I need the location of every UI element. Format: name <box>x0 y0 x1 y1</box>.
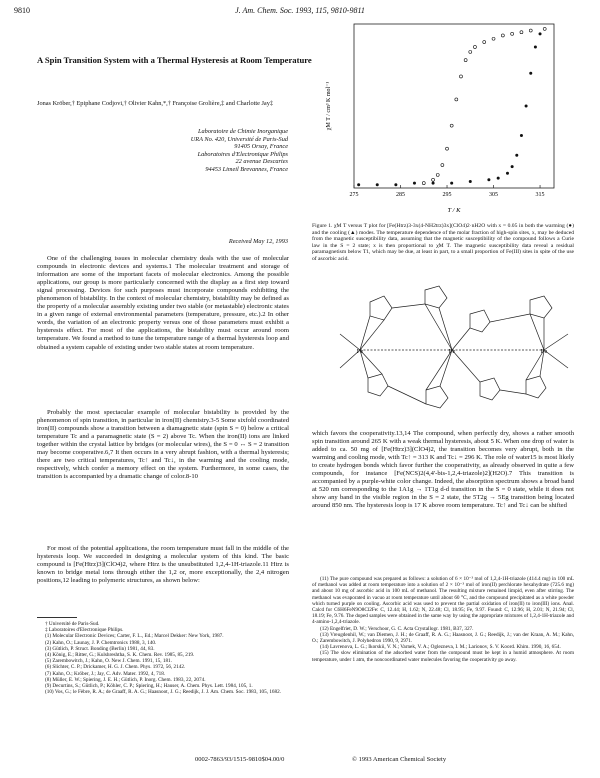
affiliations: Laboratoire de Chimie Inorganique URA No. 420, Université de Paris-Sud 91405 Orsay, France Laboratoires d'Electronique Philips 22 avenue Descartes 94453 Limeil Brevannes, France <box>190 128 288 173</box>
fe-atom-3: Fe <box>540 348 548 355</box>
chart-xlabel: T / K <box>447 207 461 214</box>
article-title: A Spin Transition System with a Thermal Hysteresis at Room Temperature <box>37 55 312 65</box>
footnote-item: † Université de Paris-Sud. <box>45 621 100 627</box>
triazole-ring-8 <box>526 376 546 398</box>
footnote-item: (4) König, E.; Ritter, G.; Kulshreshtha, S. K. Chem. Rev. 1985, 85, 219. <box>45 652 195 659</box>
fe-atom-1: Fe <box>356 348 364 355</box>
point-cooling <box>436 173 439 176</box>
copyright: © 1993 American Chemical Society <box>352 756 447 763</box>
point-warming <box>506 172 509 175</box>
footnote-item: (9) Decurtins, S.; Gütlich, P.; Köhler, C. P.; Spiering, H.; Hauser, A. Chem. Phys. Lett. 1984, 105, 1. <box>45 683 253 690</box>
footnote-item: (10) Vos, G.; le Fèbre, R. A.; de Graaff, R. A. G.; Haasnoot, J. G.; Reedijk, J. J. Am. Chem. Soc. 1983, 105, 1682. <box>45 689 282 696</box>
triazole-ring-1 <box>370 296 392 320</box>
point-cooling <box>455 98 458 101</box>
footnote-item: (8) Müller, E. W.; Spiering, J. E. H.; Gütlich, P. Inorg. Chem. 1983, 22, 2074. <box>45 676 206 683</box>
footnote-item: (14) Lavrenova, L. G.; Ikorskii, V. N.; Varnek, V. A.; Oglezneva, I. M.; Larionov, S. V. Koord. Khim. 1990, 16, 654. <box>320 644 561 651</box>
point-warming <box>520 134 523 137</box>
footnote-item: (2) Kahn, O.; Launay, J. P. Chemtronics 1988, 3, 140. <box>45 639 157 646</box>
point-warming <box>413 182 416 185</box>
footnote-item: (12) Engelfriet, D. W.; Verschoor, G. C. Acta Crystallogr. 1981, B37, 327. <box>320 625 474 632</box>
polymer-structure-drawing <box>330 282 576 418</box>
x-tick-label: 295 <box>442 192 452 198</box>
point-warming <box>497 177 500 180</box>
point-cooling <box>432 178 435 181</box>
triazole-ring-2 <box>425 286 447 308</box>
triazole-ring-4 <box>530 296 552 318</box>
fe-atom-2: Fe <box>448 348 456 355</box>
point-cooling <box>473 45 476 48</box>
chart-susceptibility <box>322 18 566 218</box>
point-cooling <box>529 29 532 32</box>
point-warming <box>525 105 528 108</box>
point-cooling <box>464 59 467 62</box>
point-warming <box>511 165 514 168</box>
point-warming <box>357 183 360 186</box>
figure-caption: Figure 1. χM T versus T plot for [Fe(Htrz)3-3x(4-NH2trz)3x](ClO4)2·nH2O with x = 0.05 in both the warming (●) and the cooling (▲) modes. The temperature dependence of the molar fraction of high-spin sites, x, may be deduced from the magnetic susceptibility data, assuming that the magnetic susceptibility of the compound follows a Curie law in the S = 2 state; x is then proportional to χM T. The magnetic susceptibility data reveal a residual paramagnetism below T1, which may be due, at least in part, to a small proportion of Fe(III) sites in spite of the use of ascorbic acid. <box>312 223 574 262</box>
footnote-item: ‡ Laboratoires d'Electronique Philips. <box>45 627 124 634</box>
point-warming <box>487 178 490 181</box>
point-cooling <box>450 124 453 127</box>
received-date: Received May 12, 1993 <box>228 238 288 245</box>
point-cooling <box>446 147 449 150</box>
x-tick-label: 285 <box>396 192 406 198</box>
left-paragraph-2: Probably the most spectacular example of molecular bistability is provided by the phenomenon of spin transition, in particular in iron(II) chemistry.3-5 Some sixfold coordinated iron(II) compounds show a transition between a diamagnetic state (spin S = 0) below a critical temperature Tc and a paramagnetic state (S = 2) above Tc. When the iron(II) ions are linked together within the crystal lattice by bridges (or molecular wires), the S = 0 ↔ S = 2 transition may become cooperative.6,7 It then occurs in a very abrupt fashion, with a thermal hysteresis; there are two critical temperatures, Tc↑ and Tc↓, in the warming and the cooling mode, respectively, which confer a memory effect on the system. Furthermore, in some cases, the transition is accompanied by a dramatic change of color.8-10 <box>37 409 289 481</box>
point-warming <box>469 180 472 183</box>
article-code: 0002-7863/93/1515-9810$04.00/0 <box>195 756 285 763</box>
page-number: 9810 <box>14 6 30 15</box>
point-cooling <box>501 34 504 37</box>
point-cooling <box>469 50 472 53</box>
footnote-item: (7) Kahn, O.; Kröber, J.; Jay, C. Adv. Mater. 1992, 4, 718. <box>45 670 166 677</box>
left-paragraph-3: For most of the potential applications, the room temperature must fall in the middle of the hysteresis loop. We succeeded in designing a molecular system of this kind. The basic compound is [Fe(Htrz)3](ClO4)2, where Htrz is the unsubstituted 1,2,4-1H-triazole.11 Htrz is known to bridge metal ions through either the 1,2 or, more exceptionally, the 2,4 nitrogen positions,12 leading to polymeric structures, as shown below: <box>37 545 289 585</box>
chart-ylabel: χM T / cm³ K mol⁻¹ <box>326 81 332 131</box>
x-tick-label: 305 <box>489 192 499 198</box>
point-warming <box>432 182 435 185</box>
footnote-rule <box>37 617 77 618</box>
footnote-item: (1) Molecular Electronic Devices; Carter, F. L., Ed.; Marcel Dekker: New York, 1987. <box>45 633 224 640</box>
point-cooling <box>483 41 486 44</box>
triazole-ring-7 <box>480 378 500 400</box>
x-tick-label: 275 <box>349 192 359 198</box>
chart-frame <box>354 24 554 188</box>
point-cooling <box>511 32 514 35</box>
triazole-ring-6 <box>426 386 448 408</box>
triazole-ring-3 <box>470 310 490 332</box>
footnotes-left <box>37 621 289 695</box>
footnote-item: (6) Slichter, C. P.; Drickamer, H. G. J. Chem. Phys. 1972, 56, 2142. <box>45 664 186 671</box>
point-warming <box>376 183 379 186</box>
footnote-item: (3) Gütlich, P. Struct. Bonding (Berlin) 1981, 44, 83. <box>45 645 155 652</box>
point-warming <box>529 72 532 75</box>
x-tick-label: 315 <box>535 192 545 198</box>
point-cooling <box>441 164 444 167</box>
author-list: Jonas Kröber,† Epiphane Codjovi,† Olivier Kahn,*,† Françoise Grolière,‡ and Charlotte Jay‡ <box>37 100 274 107</box>
point-warming <box>515 154 518 157</box>
point-cooling <box>422 182 425 185</box>
point-warming <box>539 32 542 35</box>
left-paragraph-1: One of the challenging issues in molecular chemistry deals with the use of molecular compounds in electronic devices and systems.1 The molecular treatment and storage of information are some of the important facets of molecular electronics. Among the possible applications, our group is more particularly concerned with the display as a first step toward signal processing. Devices for such purposes must incorporate compounds exhibiting the phenomenon of bistability. In the context of molecular chemistry, bistability may be defined as the property of a molecular assembly existing under two stable (or metastable) electronic states in a given range of external environmental parameters (temperature, pressure, etc.).2 In other words, the variation of an electronic property versus one of those parameters must exhibit a hysteresis effect. For most of the applications, the bistability must occur around room temperature. We found a method to tune the temperature range of a thermal hysteresis loop and obtained a system capable of existing under two stable states at room temperature. <box>37 255 289 351</box>
footnote-item: (15) The slow elimination of the adsorbed water from the compound must be kept in a humid atmosphere. At room temperature, under 1 atm, the noncoordinated water molecules favoring the cooperativity go away. <box>312 650 574 663</box>
point-warming <box>450 182 453 185</box>
triazole-ring-5 <box>368 374 388 396</box>
footnote-item: (11) The pure compound was prepared as follows: a solution of 6 × 10⁻³ mol of 1,2,4-1H-triazole (414.4 mg) in 100 mL of methanol was added at room temperature into a solution of 2 × 10⁻³ mol of iron(II) perchlorate hexahydrate (725.6 mg) and about 10 mg of ascorbic acid in 100 mL of methanol. The resulting mixture remained limpid, even after stirring. The methanol was evaporated in vacuo at room temperature until about 60 °C, and the compound precipitated as a white powder which turned purple on cooling. Ascorbic acid was used to prevent the partial oxidation of iron(II) to iron(III) ions. Anal. Calcd for C6H6FeN9O8Cl2Fe: C, 12.44; H, 1.62; N, 22.48; Cl, 18.95; Fe, 9.97. Found: C, 12.96; H, 2.01; N, 21.94; Cl, 18.19; Fe, 9.76. The doped samples were obtained in the same way by using the appropriate mixtures of 1,2,4-1H-triazole and 4-amino-1,2,4-triazole. <box>312 576 574 626</box>
footnote-item: (5) Zarembowitch, J.; Kahn, O. New J. Chem. 1991, 15, 181. <box>45 658 172 665</box>
right-paragraph-1: which favors the cooperativity.13,14 The compound, when perfectly dry, shows a rather smooth spin transition around 265 K with a weak thermal hysteresis, about 5 K. When one drop of water is added to ca. 50 mg of [Fe(Htrz)3](ClO4)2, the transition becomes very abrupt, both in the warming and cooling mode, with Tc↑ = 313 K and Tc↓ = 296 K. The role of water15 is most likely to create hydrogen bonds which favor further the cooperativity, as already observed in quite a few compounds, for instance [Fe(NCS)2(4,4'-bis-1,2,4-triazole)2](H2O).7 This transition is accompanied by a purple-white color change. Indeed, the absorption spectrum shows a broad band at 520 nm corresponding to the 1A1g → 1T1g d-d transition in the S = 0 state, while it does not show any band in the visible region in the S = 2 state, the 5T2g → 5Eg transition being located around 850 nm. The hysteresis loop is 17 K above room temperature. Tc↑ and Tc↓ can be shifted <box>312 430 574 510</box>
point-cooling <box>492 37 495 40</box>
footnote-item: (13) Vreugdenhil, W.; van Diemen, J. H.; de Graaff, R. A. G.; Haasnoot, J. G.; Reedijk, J.; van der Kraan, A. M.; Kahn, O.; Zarembowitch, J. Polyhedron 1990, 9, 2971. <box>312 631 574 645</box>
journal-header: J. Am. Chem. Soc. 1993, 115, 9810-9811 <box>235 6 365 15</box>
point-cooling <box>543 27 546 30</box>
point-cooling <box>520 31 523 34</box>
point-cooling <box>459 75 462 78</box>
point-warming <box>534 45 537 48</box>
footnotes-right <box>312 576 574 663</box>
point-warming <box>394 183 397 186</box>
